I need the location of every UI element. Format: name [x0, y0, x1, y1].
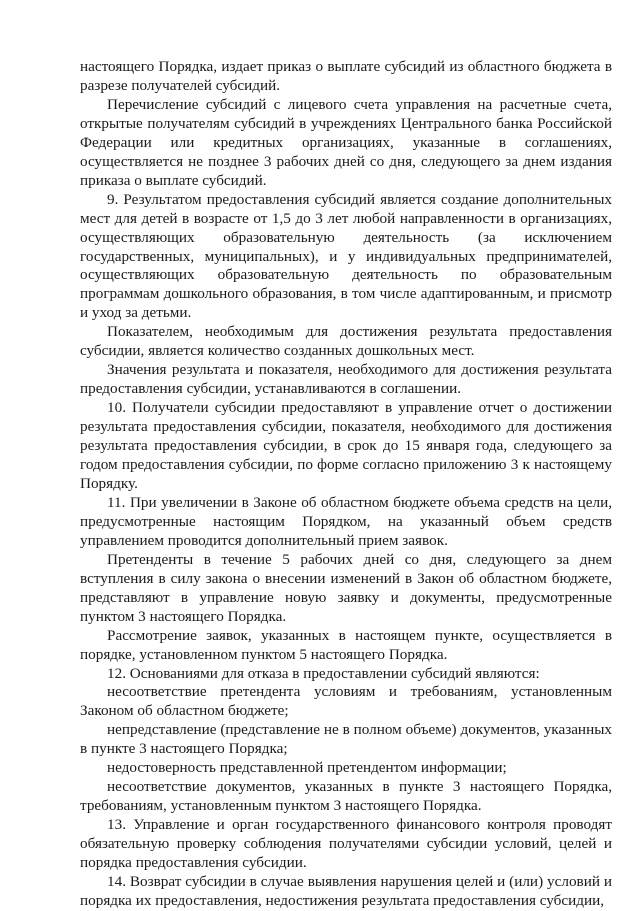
paragraph-reason-2: непредставление (представление не в полном объеме) документов, указанных в пункте 3 настоящего Порядка; — [80, 721, 612, 758]
paragraph-review: Рассмотрение заявок, указанных в настоящем пункте, осуществляется в порядке, установленном пунктом 5 настоящего Порядка. — [80, 626, 612, 663]
paragraph-reason-3: недостоверность представленной претендентом информации; — [107, 759, 507, 777]
paragraph-item-9: 9. Результатом предоставления субсидий является создание дополнительных мест для детей в возрасте от 1,5 до 3 лет любой направленности в организациях, осуществляющих образовательную деятельность (за исключением государственных, муниципальных), и у индивидуальных предпринимателей, осуществляющих образовательную деятельность по образовательным программам дошкольного образования, в том числе адаптированным, и присмотр и уход за детьми. — [80, 190, 612, 322]
paragraph-item-10: 10. Получатели субсидии предоставляют в управление отчет о достижении результата предоставления субсидии, показателя, необходимого для достижения результата предоставления субсидии, в срок до 15 января года, следующего за годом предоставления субсидии, по форме согласно приложению 3 к настоящему Порядку. — [80, 399, 612, 492]
paragraph-indicator: Показателем, необходимым для достижения результата предоставления субсидии, является количество созданных дошкольных мест. — [80, 323, 612, 360]
paragraph-values: Значения результата и показателя, необходимого для достижения результата предоставления субсидии, устанавливаются в соглашении. — [80, 361, 612, 398]
paragraph-reason-1: несоответствие претендента условиям и требованиям, установленным Законом об областном бюджете; — [80, 683, 612, 720]
paragraph-item-11: 11. При увеличении в Законе об областном бюджете объема средств на цели, предусмотренные настоящим Порядком, на указанный объем средств управлением проводится дополнительный прием заявок. — [80, 493, 612, 549]
paragraph-item-13: 13. Управление и орган государственного финансового контроля проводят обязательную проверку соблюдения получателями субсидии условий, целей и порядка предоставления субсидии. — [80, 816, 612, 872]
paragraph-item-12: 12. Основаниями для отказа в предоставлении субсидий являются: — [107, 664, 540, 682]
document-body — [80, 58, 612, 911]
paragraph-continuation: настоящего Порядка, издает приказ о выплате субсидий из областного бюджета в разрезе получателей субсидий. — [80, 58, 612, 94]
paragraph-reason-4: несоответствие документов, указанных в пункте 3 настоящего Порядка, требованиям, установленным пунктом 3 настоящего Порядка. — [80, 778, 612, 815]
paragraph-item-14: 14. Возврат субсидии в случае выявления нарушения целей и (или) условий и порядка их предоставления, недостижения результата предоставления субсидии, — [80, 872, 612, 909]
paragraph-transfer-of-subsidies: Перечисление субсидий с лицевого счета управления на расчетные счета, открытые получателям субсидий в учреждениях Центрального банка Российской Федерации или кредитных организациях, указанные в соглашениях, осуществляется не позднее 3 рабочих дней со дня, следующего за днем издания приказа о выплате субсидий. — [80, 95, 612, 189]
paragraph-applicants: Претенденты в течение 5 рабочих дней со дня, следующего за днем вступления в силу закона о внесении изменений в Закон об областном бюджете, представляют в управление новую заявку и документы, предусмотренные пунктом 3 настоящего Порядка. — [80, 550, 612, 625]
